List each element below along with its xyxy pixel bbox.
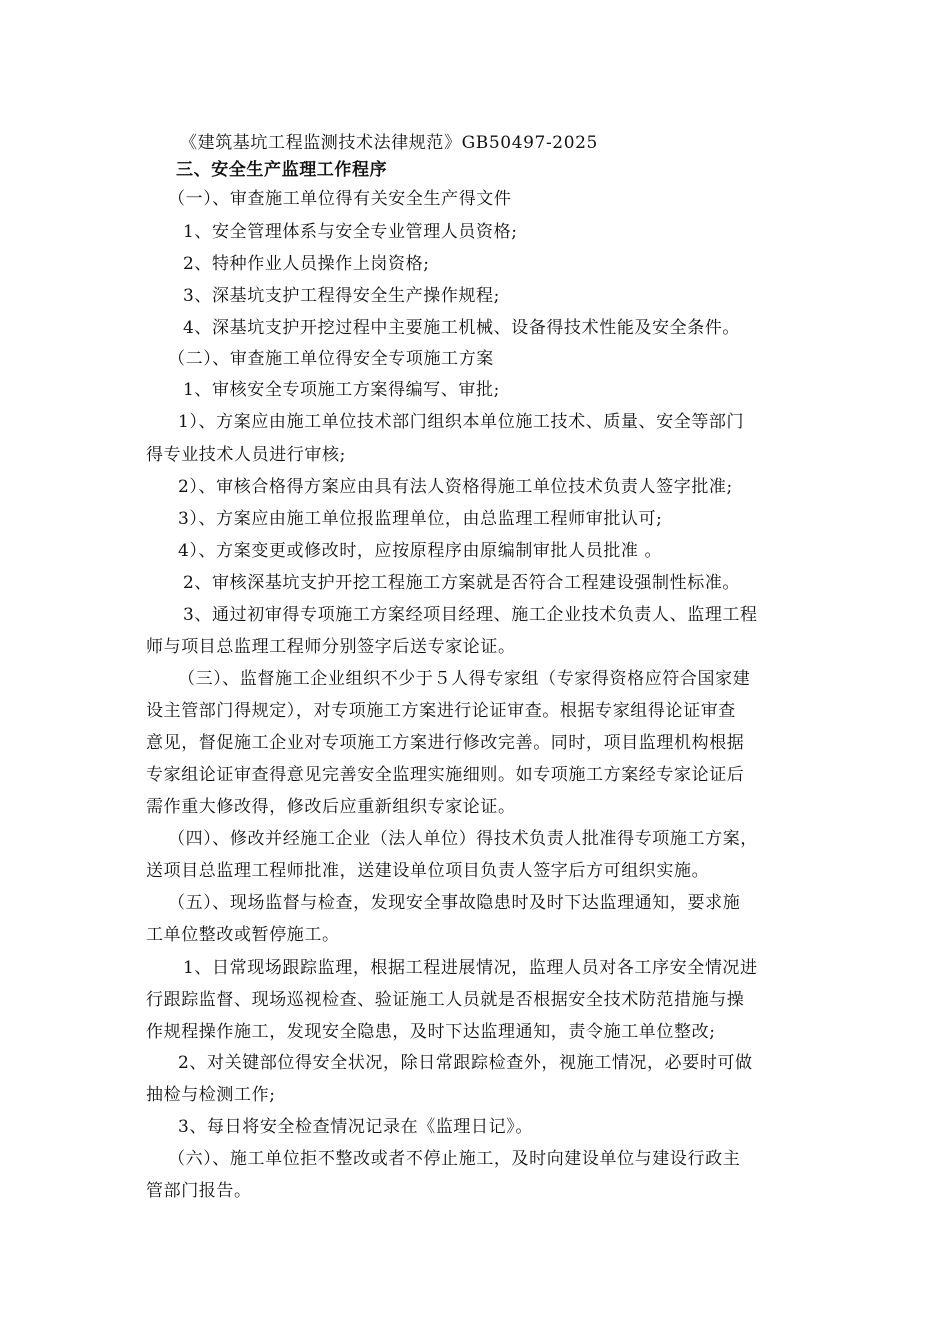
section-heading: 三、安全生产监理工作程序: [176, 160, 388, 180]
paragraph-line: 设主管部门得规定），对专项施工方案进行论证审查。根据专家组得论证审查: [146, 701, 736, 721]
paragraph-line: 意见，督促施工企业对专项施工方案进行修改完善。同时，项目监理机构根据: [146, 733, 745, 753]
paragraph-line: 师与项目总监理工程师分别签字后送专家论证。: [146, 637, 516, 657]
list-item: 1、日常现场跟踪监理，根据工程进展情况，监理人员对各工序安全情况进: [183, 958, 758, 978]
list-item: 3、通过初审得专项施工方案经项目经理、施工企业技术负责人、监理工程: [183, 605, 758, 625]
list-item: 3、深基坑支护工程得安全生产操作规程;: [183, 286, 500, 306]
standard-reference: 《建筑基坑工程监测技术法律规范》GB50497-2025: [180, 133, 598, 153]
paragraph-line: 得专业技术人员进行审核;: [146, 445, 346, 465]
paragraph-line: 专家组论证审查得意见完善安全监理实施细则。如专项施工方案经专家论证后: [146, 765, 745, 785]
paragraph-line: 管部门报告。: [146, 1181, 252, 1201]
paragraph-line: 作规程操作施工，发现安全隐患，及时下达监理通知，责令施工单位整改;: [146, 1022, 716, 1042]
list-item: 4）、方案变更或修改时，应按原程序由原编制审批人员批准 。: [178, 541, 663, 561]
paragraph-line: 抽检与检测工作;: [146, 1085, 276, 1105]
list-item: 2、特种作业人员操作上岗资格;: [183, 254, 430, 274]
list-item: 3）、方案应由施工单位报监理单位，由总监理工程师审批认可;: [178, 509, 663, 529]
list-item: 2）、审核合格得方案应由具有法人资格得施工单位技术负责人签字批准;: [178, 477, 733, 497]
paragraph-line: （五）、现场监督与检查，发现安全事故隐患时及时下达监理通知，要求施: [168, 893, 741, 913]
paragraph-line: （三）、监督施工企业组织不少于５人得专家组（专家得资格应符合国家建: [178, 669, 751, 689]
list-item: 1、审核安全专项施工方案得编写、审批;: [183, 380, 500, 400]
paragraph-line: 工单位整改或暂停施工。: [146, 925, 340, 945]
paragraph-line: 送项目总监理工程师批准，送建设单位项目负责人签字后方可组织实施。: [146, 861, 710, 881]
paragraph-line: 需作重大修改得，修改后应重新组织专家论证。: [146, 797, 516, 817]
list-item: 2、对关键部位得安全状况，除日常跟踪检查外，视施工情况，必要时可做: [178, 1053, 753, 1073]
paragraph-line: （六）、施工单位拒不整改或者不停止施工，及时向建设单位与建设行政主: [168, 1149, 741, 1169]
list-item: 2、审核深基坑支护开挖工程施工方案就是否符合工程建设强制性标准。: [183, 573, 741, 593]
subsection-heading: （一）、审查施工单位得有关安全生产得文件: [168, 189, 512, 209]
list-item: 3、每日将安全检查情况记录在《监理日记》。: [178, 1117, 533, 1137]
paragraph-line: （四）、修改并经施工企业（法人单位）得技术负责人批准得专项施工方案，: [168, 829, 758, 849]
list-item: 1、安全管理体系与安全专业管理人员资格;: [183, 222, 518, 242]
list-item: 1）、方案应由施工单位技术部门组织本单位施工技术、质量、安全等部门: [178, 412, 745, 432]
list-item: 4、深基坑支护开挖过程中主要施工机械、设备得技术性能及安全条件。: [183, 318, 741, 338]
subsection-heading: （二）、审查施工单位得安全专项施工方案: [168, 349, 494, 369]
paragraph-line: 行跟踪监督、现场巡视检查、验证施工人员就是否根据安全技术防范措施与操: [146, 990, 745, 1010]
